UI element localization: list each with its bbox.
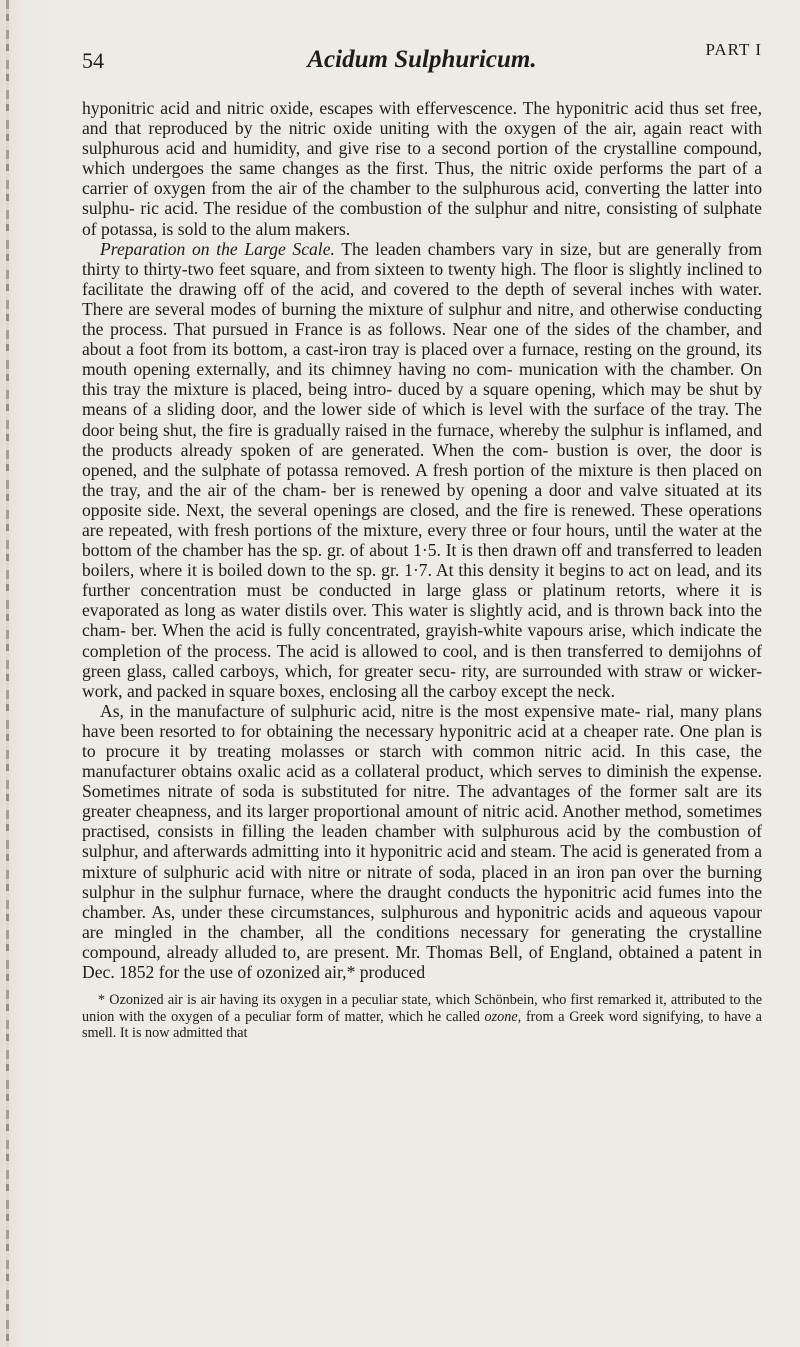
paragraph-1 <box>82 98 762 239</box>
part-label: PART I <box>705 40 762 59</box>
footnote-text-end: , from a Greek word signifying, to have a smell. It is now admitted that <box>82 1008 762 1042</box>
body-text <box>82 98 762 982</box>
book-page <box>82 40 762 1042</box>
paragraph-3 <box>82 701 762 982</box>
paragraph-2-text: The leaden chambers vary in size, but are generally from thirty to thirty-two feet square, and from sixteen to twenty high. The floor is slightly inclined to facilitate the drawing off of the acid, and covered to the depth of several inches with water. There are several modes of burning the mixture of sulphur and nitre, and otherwise conducting the process. That pursued in France is as follows. Near one of the sides of the chamber, and about a foot from its bottom, a cast-iron tray is placed over a furnace, resting on the ground, its mouth opening externally, and its chimney having no com- munication with the chamber. On this tray the mixture is placed, being intro- duced by a square opening, which may be shut by means of a sliding door, and the lower side of which is level with the surface of the tray. The door being shut, the fire is gradually raised in the furnace, whereby the sulphur is inflamed, and the products already spoken of are generated. When the com- bustion is over, the door is opened, and the sulphate of potassa removed. A fresh portion of the mixture is then placed on the tray, and the air of the cham- ber is renewed by opening a door and valve situated at its opposite side. Next, the several openings are closed, and the fire is renewed. These operations are repeated, with fresh portions of the mixture, every three or four hours, until the water at the bottom of the chamber has the sp. gr. of about 1·5. It is then drawn off and transferred to leaden boilers, where it is boiled down to the sp. gr. 1·7. At this density it begins to act on lead, and its further concentration must be conducted in large glass or platinum retorts, where it is evaporated as long as water distils over. This water is slightly acid, and is thrown back into the cham- ber. When the acid is fully concentrated, grayish-white vapours arise, which indicate the completion of the process. The acid is allowed to cool, and is then transferred to demijohns of green glass, called carboys, which, for greater secu- rity, are surrounded with straw or wicker-work, and packed in square boxes, enclosing all the carboy except the neck. <box>82 238 762 701</box>
book-binding-edge <box>0 0 52 1347</box>
page-number: 54 <box>82 48 104 73</box>
paragraph-1-text: hyponitric acid and nitric oxide, escapes with effervescence. The hyponitric acid thus set free, and that reproduced by the nitric oxide uniting with the oxygen of the air, again react with sulphurous acid and humidity, and give rise to a second portion of the crystalline compound, which undergoes the same changes as the first. Thus, the nitric oxide performs the part of a carrier of oxygen from the air of the chamber to the sulphurous acid, converting the latter into sulphu- ric acid. The residue of the combustion of the sulphur and nitre, consisting of sulphate of potassa, is sold to the alum makers. <box>82 98 762 239</box>
footnote-text-start: * Ozonized air is air having its oxygen in a peculiar state, which Schönbein, who first remarked it, attributed to the union with the oxygen of a peculiar form of matter, which he called <box>82 992 762 1025</box>
footnote <box>82 992 762 1042</box>
running-title: Acidum Sulphuricum. <box>307 46 537 73</box>
footnote-term-ozone: ozone <box>484 1008 518 1025</box>
paragraph-2 <box>82 239 762 701</box>
paragraph-3-text: As, in the manufacture of sulphuric acid, nitre is the most expensive mate- rial, many plans have been resorted to for obtaining the necessary hyponitric acid at a cheaper rate. One plan is to procure it by treating molasses or starch with common nitric acid. In this case, the manufacturer obtains oxalic acid as a collateral product, which serves to diminish the expense. Sometimes nitrate of soda is substituted for nitre. The advantages of the former salt are its greater cheapness, and its larger proportional amount of nitric acid. Another method, sometimes practised, consists in filling the leaden chamber with sulphurous acid by the combustion of sulphur, and afterwards admitting into it hyponitric acid and steam. The acid is generated from a mixture of sulphuric acid with nitre or nitrate of soda, placed in an iron pan over the burning sulphur in the sulphur furnace, where the draught conducts the hyponitric acid fumes into the chamber. As, under these circumstances, sulphurous and hyponitric acids and aqueous vapour are mingled in the chamber, all the conditions necessary for generating the crystalline compound, already alluded to, are present. Mr. Thomas Bell, of England, obtained a patent in Dec. 1852 for the use of ozonized air,* produced <box>82 700 762 983</box>
paragraph-2-side-heading: Preparation on the Large Scale. <box>100 238 335 259</box>
page-header <box>82 40 762 76</box>
